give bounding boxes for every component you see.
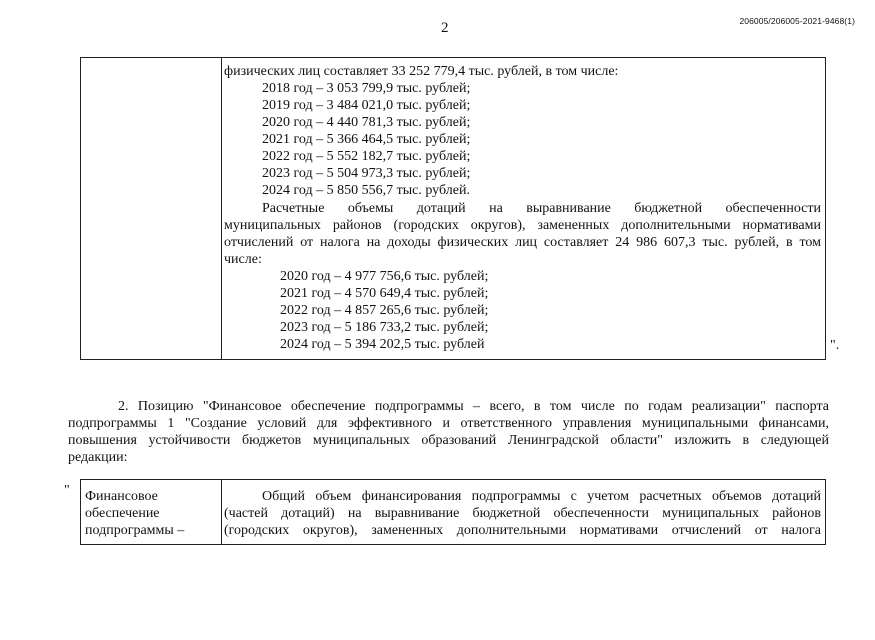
- table1-year-line: 2024 год – 5 850 556,7 тыс. рублей.: [262, 183, 470, 198]
- table1-year-line: 2018 год – 3 053 799,9 тыс. рублей;: [262, 81, 471, 96]
- table-column-divider: [221, 58, 222, 359]
- table2-right-cell-line: (городских округов), замененных дополнительными нормативами отчислений от налога: [224, 523, 821, 538]
- table1-text-line: отчислений от налога на доходы физических лиц составляет 24 986 607,3 тыс. рублей, в том: [224, 235, 821, 250]
- table1-year-line: 2022 год – 5 552 182,7 тыс. рублей;: [262, 149, 471, 164]
- table2-right-cell-line: Общий объем финансирования подпрограммы с учетом расчетных объемов дотаций: [262, 489, 821, 504]
- table1-year-line: 2024 год – 5 394 202,5 тыс. рублей: [280, 337, 485, 352]
- table1-year-line: 2023 год – 5 504 973,3 тыс. рублей;: [262, 166, 471, 181]
- paragraph-text-line: редакции:: [68, 450, 128, 465]
- paragraph-text-line: подпрограммы 1 "Создание условий для эффективного и ответственного управления муниципальными финансами,: [68, 416, 829, 431]
- opening-quote-mark: ": [64, 483, 70, 498]
- table1-year-line: 2022 год – 4 857 265,6 тыс. рублей;: [280, 303, 489, 318]
- paragraph-text-line: повышения устойчивости бюджетов муниципальных образований Ленинградской области" изложить в следующей: [68, 433, 829, 448]
- table1-year-line: 2019 год – 3 484 021,0 тыс. рублей;: [262, 98, 471, 113]
- table1-year-line: 2023 год – 5 186 733,2 тыс. рублей;: [280, 320, 489, 335]
- page-number: 2: [441, 20, 449, 36]
- table1-year-line: 2021 год – 4 570 649,4 тыс. рублей;: [280, 286, 489, 301]
- table2-left-cell-line: Финансовое: [85, 489, 158, 504]
- table-column-divider: [221, 480, 222, 544]
- closing-quote-mark: ".: [830, 338, 840, 353]
- table1-text-line: физических лиц составляет 33 252 779,4 тыс. рублей, в том числе:: [224, 64, 619, 79]
- table1-year-line: 2020 год – 4 440 781,3 тыс. рублей;: [262, 115, 471, 130]
- table1-text-line: муниципальных районов (городских округов), замененных дополнительными нормативами: [224, 218, 821, 233]
- table1-year-line: 2021 год – 5 366 464,5 тыс. рублей;: [262, 132, 471, 147]
- table2-left-cell-line: подпрограммы –: [85, 523, 185, 538]
- paragraph-text-line: 2. Позицию "Финансовое обеспечение подпрограммы – всего, в том числе по годам реализации" паспорта: [118, 399, 829, 414]
- table1-year-line: 2020 год – 4 977 756,6 тыс. рублей;: [280, 269, 489, 284]
- table1-text-line: Расчетные объемы дотаций на выравнивание бюджетной обеспеченности: [262, 201, 821, 216]
- document-code: 206005/206005-2021-9468(1): [739, 16, 855, 26]
- table2-right-cell-line: (частей дотаций) на выравнивание бюджетной обеспеченности муниципальных районов: [224, 506, 821, 521]
- table1-text-line: числе:: [224, 252, 262, 267]
- table2-left-cell-line: обеспечение: [85, 506, 160, 521]
